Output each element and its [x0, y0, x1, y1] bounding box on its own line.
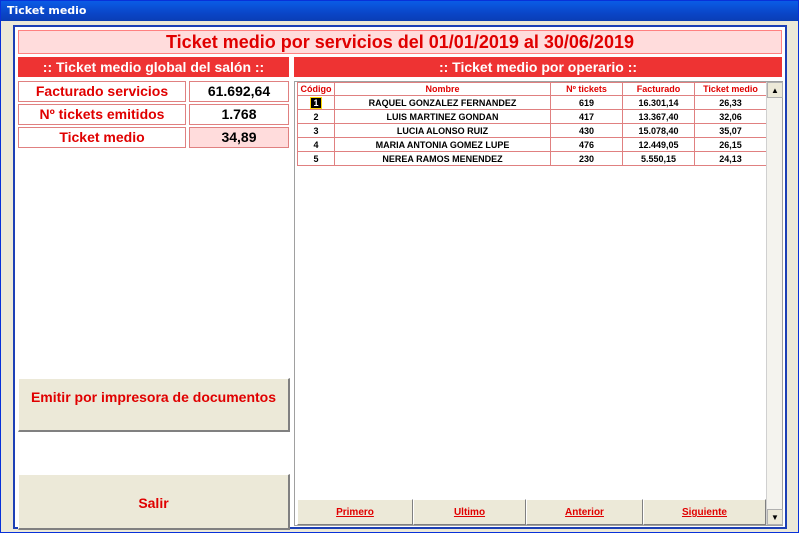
cell-name[interactable]: RAQUEL GONZALEZ FERNANDEZ — [335, 96, 551, 110]
cell-average[interactable]: 24,13 — [695, 152, 767, 166]
global-panel-header: :: Ticket medio global del salón :: — [18, 57, 289, 77]
cell-average[interactable]: 26,15 — [695, 138, 767, 152]
first-button[interactable]: Primero — [297, 499, 413, 525]
cell-tickets[interactable]: 430 — [551, 124, 623, 138]
column-header-name[interactable]: Nombre — [335, 83, 551, 96]
stat-value: 1.768 — [189, 104, 289, 125]
cell-tickets[interactable]: 417 — [551, 110, 623, 124]
navigation-bar — [297, 499, 766, 525]
cell-billed[interactable]: 16.301,14 — [623, 96, 695, 110]
cell-billed[interactable]: 12.449,05 — [623, 138, 695, 152]
column-header-billed[interactable]: Facturado — [623, 83, 695, 96]
stat-row-tickets — [18, 104, 289, 125]
exit-button-label: Salir — [138, 495, 169, 511]
cell-code[interactable]: 4 — [298, 138, 335, 152]
selected-cell-value: 1 — [313, 97, 319, 108]
column-header-tickets[interactable]: Nº tickets — [551, 83, 623, 96]
cell-name[interactable]: NEREA RAMOS MENENDEZ — [335, 152, 551, 166]
cell-name[interactable]: LUIS MARTINEZ GONDAN — [335, 110, 551, 124]
table-row[interactable] — [298, 152, 767, 166]
table-row[interactable] — [298, 138, 767, 152]
cell-tickets[interactable]: 619 — [551, 96, 623, 110]
vertical-scrollbar[interactable] — [766, 82, 782, 525]
stat-row-billed — [18, 81, 289, 102]
stat-value: 61.692,64 — [189, 81, 289, 102]
last-button[interactable]: Ultimo — [413, 499, 526, 525]
cell-billed[interactable]: 13.367,40 — [623, 110, 695, 124]
column-header-average[interactable]: Ticket medio — [695, 83, 767, 96]
next-button[interactable]: Siguiente — [643, 499, 766, 525]
cell-code[interactable]: 3 — [298, 124, 335, 138]
arrow-down-icon[interactable]: ▼ — [767, 509, 783, 525]
table-row[interactable] — [298, 110, 767, 124]
cell-billed[interactable]: 15.078,40 — [623, 124, 695, 138]
stat-row-average — [18, 127, 289, 148]
column-header-code[interactable]: Código — [298, 83, 335, 96]
cell-name[interactable]: MARIA ANTONIA GOMEZ LUPE — [335, 138, 551, 152]
stat-label: Ticket medio — [18, 127, 186, 148]
stat-label: Facturado servicios — [18, 81, 186, 102]
print-button-label: Emitir por impresora de documentos — [30, 389, 277, 405]
cell-average[interactable]: 26,33 — [695, 96, 767, 110]
cell-code[interactable]: 2 — [298, 110, 335, 124]
cell-code[interactable]: 5 — [298, 152, 335, 166]
cell-average[interactable]: 32,06 — [695, 110, 767, 124]
page-title: Ticket medio por servicios del 01/01/2019 al 30/06/2019 — [18, 30, 782, 54]
previous-button[interactable]: Anterior — [526, 499, 643, 525]
cell-name[interactable]: LUCIA ALONSO RUIZ — [335, 124, 551, 138]
stat-label: Nº tickets emitidos — [18, 104, 186, 125]
client-area — [13, 25, 787, 529]
window-title: Ticket medio — [1, 1, 798, 21]
table-header-row — [298, 83, 767, 96]
cell-tickets[interactable]: 476 — [551, 138, 623, 152]
stat-value: 34,89 — [189, 127, 289, 148]
table-row[interactable] — [298, 124, 767, 138]
cell-billed[interactable]: 5.550,15 — [623, 152, 695, 166]
print-button[interactable] — [18, 378, 290, 432]
cell-average[interactable]: 35,07 — [695, 124, 767, 138]
arrow-up-icon[interactable]: ▲ — [767, 82, 783, 98]
operator-panel-header: :: Ticket medio por operario :: — [294, 57, 782, 77]
table-row[interactable] — [298, 96, 767, 110]
operator-grid — [294, 81, 783, 526]
cell-code[interactable] — [298, 96, 335, 110]
operator-table — [297, 82, 767, 166]
cell-tickets[interactable]: 230 — [551, 152, 623, 166]
exit-button[interactable] — [18, 474, 290, 530]
